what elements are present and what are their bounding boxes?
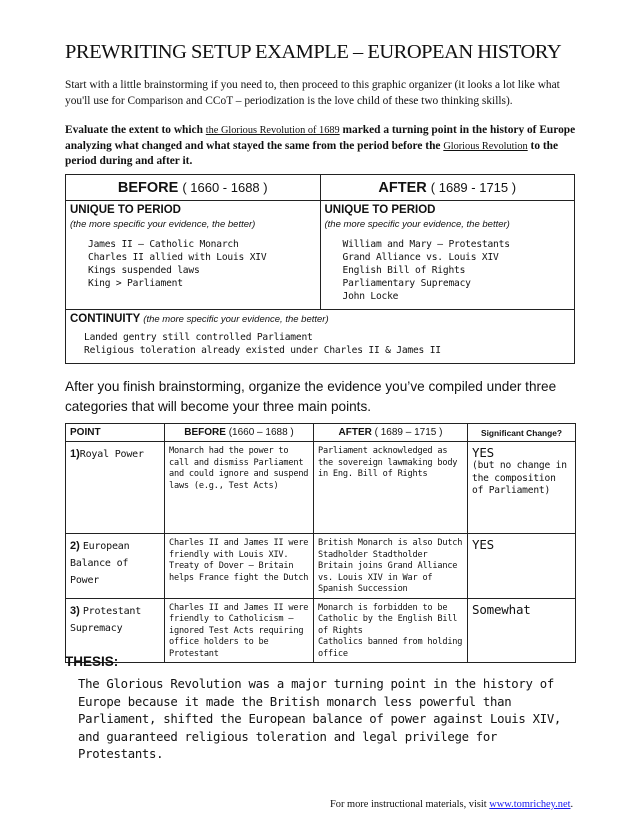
before-cell: Charles II and James II were friendly to Catholicism – ignored Test Acts requiring office holders to be Protestant: [165, 598, 314, 663]
thesis-heading: THESIS:: [65, 654, 119, 669]
prompt-text-3: to the period during and after it.: [65, 139, 559, 167]
table-row: [66, 534, 576, 599]
significant-cell: [468, 442, 576, 534]
before-items: [70, 238, 316, 290]
list-item: Parliamentary Supremacy: [342, 278, 471, 289]
organizer-header-row: [66, 424, 576, 442]
list-item: Religious toleration already existed under Charles II & James II: [84, 345, 441, 356]
list-item: English Bill of Rights: [342, 265, 466, 276]
after-col-label: AFTER: [338, 427, 372, 438]
point-label: Royal Power: [79, 449, 144, 460]
unique-title-after: UNIQUE TO PERIOD: [324, 204, 436, 216]
prompt-text-1: Evaluate the extent to which: [65, 124, 206, 136]
before-cell: Monarch had the power to call and dismiss Parliament and could ignore and suspend laws (e.g., Test Acts): [165, 442, 314, 534]
before-cell: Charles II and James II were friendly with Louis XIV. Treaty of Dover – Britain helps France fight the Dutch: [165, 534, 314, 599]
significant-cell: [468, 534, 576, 599]
point-cell: [66, 598, 165, 663]
unique-sub-before: (the more specific your evidence, the better): [70, 219, 256, 230]
unique-title-before: UNIQUE TO PERIOD: [70, 204, 181, 216]
significant-value: Somewhat: [472, 601, 531, 617]
point-label: European Balance of Power: [70, 541, 130, 586]
before-col-header: [165, 424, 314, 442]
after-col-header: [314, 424, 468, 442]
after-unique-cell: [320, 201, 575, 309]
continuity-items: [70, 331, 570, 357]
list-item: Charles II allied with Louis XIV: [88, 252, 267, 263]
continuity-title: CONTINUITY: [70, 313, 141, 325]
unique-sub-after: (the more specific your evidence, the better): [324, 219, 510, 230]
thesis-text: The Glorious Revolution was a major turning point in the history of Europe because it made the British monarch less powerful than Parliament, shifted the European balance of power against Louis XIV, and guaranteed religious toleration and legal privilege for Protestants.: [78, 677, 562, 761]
before-label: BEFORE: [117, 180, 179, 196]
after-cell: British Monarch is also Dutch Stadholder Stadtholder Britain joins Grand Alliance vs. Louis XIV in War of Spanish Succession: [314, 534, 468, 599]
point-number: 1): [70, 448, 80, 460]
prompt-text-2: marked a turning point in the history of Europe analyzing what changed and what stayed the same from the period before the: [65, 124, 576, 152]
after-col-years: ( 1689 – 1715 ): [374, 427, 443, 438]
point-number: 2): [70, 540, 80, 552]
before-col-label: BEFORE: [184, 427, 226, 438]
significant-cell: [468, 598, 576, 663]
table-row: [66, 442, 576, 534]
after-cell: Parliament acknowledged as the sovereign lawmaking body in Eng. Bill of Rights: [314, 442, 468, 534]
continuity-heading: [70, 313, 570, 325]
list-item: King > Parliament: [88, 278, 183, 289]
point-label: Protestant Supremacy: [70, 605, 142, 634]
point-cell: [66, 442, 165, 534]
before-header: [66, 175, 320, 200]
after-label: AFTER: [378, 180, 427, 196]
footer-text: For more instructional materials, visit: [330, 799, 490, 810]
continuity-sub: (the more specific your evidence, the better): [143, 314, 329, 325]
table-row: [66, 598, 576, 663]
list-item: Grand Alliance vs. Louis XIV: [342, 252, 499, 263]
point-header: [66, 424, 165, 442]
brainstorm-header-row: [66, 175, 574, 201]
intro-paragraph: Start with a little brainstorming if you need to, then proceed to this graphic organizer (it looks a lot like what you'll use for Comparison and CCoT – periodization is the love child of these two thinking skills).: [65, 79, 560, 107]
prompt-underline-2: Glorious Revolution: [443, 140, 528, 152]
after-cell: Monarch is forbidden to be Catholic by the English Bill of Rights Catholics banned from holding office: [314, 598, 468, 663]
prompt-underline-1: the Glorious Revolution of 1689: [205, 125, 340, 136]
significant-header: Significant Change?: [468, 424, 576, 442]
list-item: William and Mary – Protestants: [342, 239, 510, 250]
before-years: ( 1660 - 1688 ): [182, 180, 268, 195]
continuity-cell: [66, 310, 574, 363]
unique-row: [66, 201, 574, 310]
brainstorm-box: [65, 174, 575, 364]
after-header: [320, 175, 575, 200]
point-cell: [66, 534, 165, 599]
prompt-paragraph: [65, 123, 577, 170]
footer: [330, 799, 573, 810]
before-unique-cell: [66, 201, 320, 309]
significant-value: YES: [472, 445, 494, 460]
significant-value: YES: [472, 537, 494, 552]
point-header-label: POINT: [70, 427, 101, 438]
organizer-table: [65, 423, 576, 663]
footer-end: .: [570, 799, 574, 810]
list-item: Kings suspended laws: [88, 265, 200, 276]
after-items: [325, 238, 571, 303]
after-years: ( 1689 - 1715 ): [430, 180, 517, 195]
list-item: John Locke: [342, 291, 399, 302]
page-title: PREWRITING SETUP EXAMPLE – EUROPEAN HISTORY: [65, 41, 562, 63]
significant-note: (but no change in the composition of Parliament): [472, 460, 567, 496]
list-item: Landed gentry still controlled Parliament: [84, 332, 313, 343]
before-col-years: (1660 – 1688 ): [228, 427, 294, 438]
list-item: James II – Catholic Monarch: [88, 239, 239, 250]
organize-instructions: After you finish brainstorming, organize the evidence you’ve compiled under three categories that will become your three main points.: [65, 379, 557, 414]
footer-link[interactable]: www.tomrichey.net: [489, 799, 571, 810]
point-number: 3): [70, 604, 80, 617]
continuity-row: [66, 310, 574, 363]
